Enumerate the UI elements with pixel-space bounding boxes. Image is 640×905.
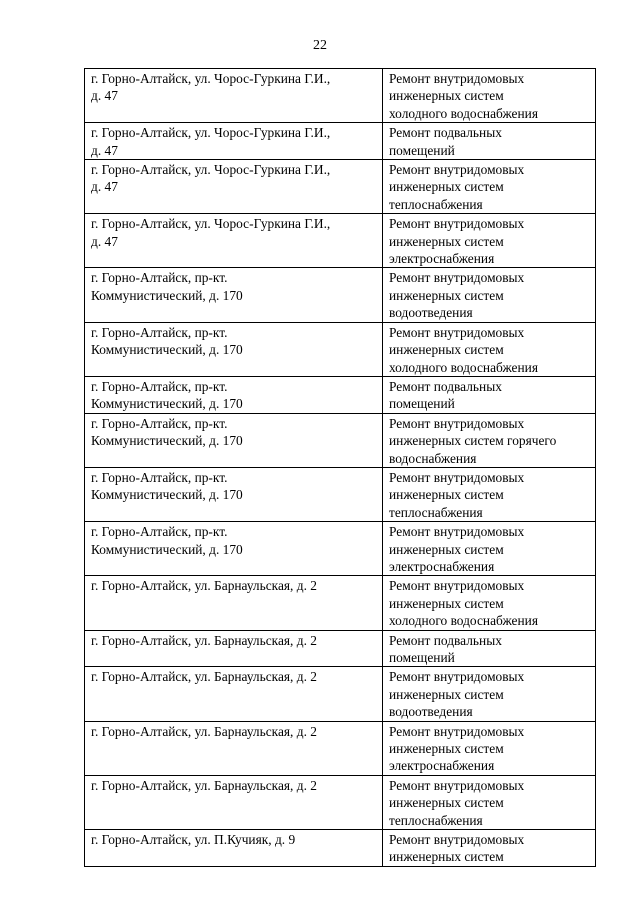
work-type-cell — [383, 576, 596, 630]
work-type-cell — [383, 322, 596, 376]
work-type-line: Ремонт внутридомовых — [389, 270, 525, 286]
work-type-line: холодного водоснабжения — [389, 359, 538, 375]
address-cell — [85, 322, 383, 376]
address-line: г. Горно-Алтайск, пр-кт. — [91, 524, 228, 540]
address-line: д. 47 — [91, 233, 118, 249]
address-line: г. Горно-Алтайск, ул. Чорос-Гуркина Г.И., — [91, 216, 331, 232]
address-cell — [85, 775, 383, 829]
work-type-cell — [383, 522, 596, 576]
table-row — [85, 376, 596, 413]
address-cell — [85, 721, 383, 775]
work-type-line: помещений — [389, 142, 455, 158]
work-type-line: электроснабжения — [389, 251, 495, 267]
work-type-line: теплоснабжения — [389, 504, 483, 520]
address-cell — [85, 576, 383, 630]
table-row — [85, 160, 596, 214]
table-row — [85, 667, 596, 721]
address-line: г. Горно-Алтайск, ул. Барнаульская, д. 2 — [91, 669, 317, 685]
address-line: Коммунистический, д. 170 — [91, 342, 243, 358]
work-type-line: Ремонт внутридомовых — [389, 669, 525, 685]
work-type-line: инженерных систем — [389, 795, 504, 811]
address-cell — [85, 830, 383, 867]
address-line: г. Горно-Алтайск, пр-кт. — [91, 270, 228, 286]
work-type-line: помещений — [389, 650, 455, 665]
work-type-cell — [383, 630, 596, 667]
repair-works-table — [84, 68, 596, 867]
address-cell — [85, 123, 383, 160]
address-line: г. Горно-Алтайск, ул. Барнаульская, д. 2 — [91, 777, 317, 793]
table-body — [85, 69, 596, 867]
work-type-line: Ремонт внутридомовых — [389, 723, 525, 739]
address-cell — [85, 160, 383, 214]
work-type-cell — [383, 69, 596, 123]
work-type-line: электроснабжения — [389, 558, 495, 574]
work-type-line: инженерных систем — [389, 179, 504, 195]
work-type-line: Ремонт внутридомовых — [389, 578, 525, 594]
table-row — [85, 413, 596, 467]
work-type-cell — [383, 667, 596, 721]
address-line: д. 47 — [91, 88, 118, 104]
table-row — [85, 69, 596, 123]
address-cell — [85, 467, 383, 521]
work-type-line: инженерных систем — [389, 88, 504, 104]
table-row — [85, 576, 596, 630]
address-line: Коммунистический, д. 170 — [91, 396, 243, 412]
address-cell — [85, 522, 383, 576]
work-type-line: Ремонт внутридомовых — [389, 469, 525, 485]
work-type-line: инженерных систем — [389, 541, 504, 557]
address-line: г. Горно-Алтайск, ул. П.Кучияк, д. 9 — [91, 832, 296, 848]
work-type-cell — [383, 214, 596, 268]
work-type-line: Ремонт подвальных — [389, 125, 502, 141]
table-row — [85, 830, 596, 867]
work-type-line: инженерных систем — [389, 686, 504, 702]
work-type-cell — [383, 775, 596, 829]
address-line: д. 47 — [91, 179, 118, 195]
work-type-line: холодного водоснабжения — [389, 613, 538, 629]
work-type-line: инженерных систем — [389, 287, 504, 303]
work-type-line: водоотведения — [389, 704, 473, 720]
address-cell — [85, 268, 383, 322]
table-row — [85, 123, 596, 160]
work-type-line: инженерных систем — [389, 741, 504, 757]
table-row — [85, 322, 596, 376]
table-row — [85, 775, 596, 829]
work-type-cell — [383, 721, 596, 775]
address-line: г. Горно-Алтайск, ул. Барнаульская, д. 2 — [91, 578, 317, 594]
work-type-line: инженерных систем — [389, 487, 504, 503]
table-row — [85, 467, 596, 521]
table-row — [85, 268, 596, 322]
address-cell — [85, 214, 383, 268]
work-type-line: помещений — [389, 396, 455, 412]
work-type-cell — [383, 268, 596, 322]
work-type-line: Ремонт внутридомовых — [389, 832, 525, 848]
work-type-line: Ремонт внутридомовых — [389, 324, 525, 340]
address-cell — [85, 376, 383, 413]
work-type-line: водоотведения — [389, 305, 473, 321]
address-line: Коммунистический, д. 170 — [91, 433, 243, 449]
work-type-line: инженерных систем — [389, 595, 504, 611]
address-line: г. Горно-Алтайск, пр-кт. — [91, 324, 228, 340]
work-type-line: Ремонт подвальных — [389, 378, 502, 394]
table-row — [85, 721, 596, 775]
address-line: г. Горно-Алтайск, ул. Барнаульская, д. 2 — [91, 632, 317, 648]
work-type-line: Ремонт внутридомовых — [389, 216, 525, 232]
work-type-line: электроснабжения — [389, 758, 495, 774]
work-type-line: инженерных систем — [389, 849, 504, 865]
table-row — [85, 214, 596, 268]
address-line: г. Горно-Алтайск, ул. Чорос-Гуркина Г.И., — [91, 125, 331, 141]
work-type-line: Ремонт внутридомовых — [389, 71, 525, 86]
address-cell — [85, 69, 383, 123]
work-type-line: водоснабжения — [389, 450, 477, 466]
address-line: г. Горно-Алтайск, пр-кт. — [91, 415, 228, 431]
work-type-line: теплоснабжения — [389, 812, 483, 828]
address-line: г. Горно-Алтайск, ул. Чорос-Гуркина Г.И., — [91, 162, 331, 178]
work-type-line: теплоснабжения — [389, 196, 483, 212]
work-type-line: инженерных систем горячего — [389, 433, 557, 449]
work-type-line: инженерных систем — [389, 233, 504, 249]
page-number: 22 — [313, 38, 327, 53]
address-line: г. Горно-Алтайск, пр-кт. — [91, 469, 228, 485]
work-type-cell — [383, 830, 596, 867]
work-type-cell — [383, 467, 596, 521]
work-type-line: Ремонт подвальных — [389, 632, 502, 648]
address-line: г. Горно-Алтайск, ул. Барнаульская, д. 2 — [91, 723, 317, 739]
work-type-line: Ремонт внутридомовых — [389, 524, 525, 540]
address-cell — [85, 667, 383, 721]
address-line: Коммунистический, д. 170 — [91, 287, 243, 303]
address-cell — [85, 630, 383, 667]
work-type-cell — [383, 160, 596, 214]
address-line: д. 47 — [91, 142, 118, 158]
address-line: Коммунистический, д. 170 — [91, 541, 243, 557]
address-line: г. Горно-Алтайск, ул. Чорос-Гуркина Г.И., — [91, 71, 331, 86]
address-line: Коммунистический, д. 170 — [91, 487, 243, 503]
work-type-line: Ремонт внутридомовых — [389, 777, 525, 793]
work-type-cell — [383, 376, 596, 413]
work-type-line: инженерных систем — [389, 342, 504, 358]
work-type-cell — [383, 413, 596, 467]
work-type-cell — [383, 123, 596, 160]
work-type-line: Ремонт внутридомовых — [389, 162, 525, 178]
table-row — [85, 630, 596, 667]
table-row — [85, 522, 596, 576]
address-line: г. Горно-Алтайск, пр-кт. — [91, 378, 228, 394]
work-type-line: холодного водоснабжения — [389, 105, 538, 121]
address-cell — [85, 413, 383, 467]
work-type-line: Ремонт внутридомовых — [389, 415, 525, 431]
